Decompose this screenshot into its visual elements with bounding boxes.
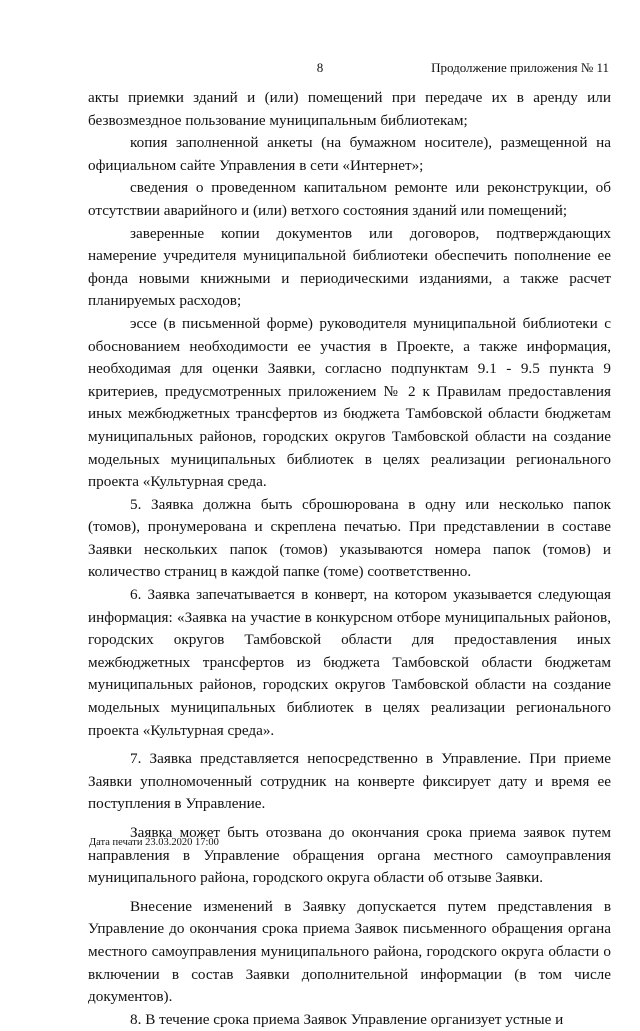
paragraph-amendments: Внесение изменений в Заявку допускается путем представления в Управление до окончания срока приема Заявок письменного обращения органа местного самоуправления муниципального района, городского округа области о включении в состав Заявки дополнительной информации (в том числе документов). <box>88 897 611 1006</box>
paragraph-questionnaire-copy: копия заполненной анкеты (на бумажном носителе), размещенной на официальном сайте Управления в сети «Интернет»; <box>88 134 611 174</box>
paragraph-item-8: 8. В течение срока приема Заявок Управление организует устные и <box>130 1010 564 1028</box>
paragraph-withdrawal: Заявка может быть отозвана до окончания срока приема заявок путем направления в Управление обращения органа местного самоуправления муниципального района, городского округа области об отзыве Заявки. <box>88 824 611 887</box>
paragraph-item-6: 6. Заявка запечатывается в конверт, на котором указывается следующая информация: «Заявка на участие в конкурсном отборе муниципальных районов, городских округов Тамбовской области для предоставления иных межбюджетных трансфертов из бюджета Тамбовской области бюджетам муниципальных районов, городских округов Тамбовской области на создание модельных муниципальных библиотек в целях реализации регионального проекта «Культурная среда». <box>88 586 611 739</box>
paragraph-item-7: 7. Заявка представляется непосредственно в Управление. При приеме Заявки уполномоченный сотрудник на конверте фиксирует дату и время ее поступления в Управление. <box>88 750 611 813</box>
print-date: Дата печати 23.03.2020 17:00 <box>89 837 219 848</box>
paragraph-certified-copies: заверенные копии документов или договоров, подтверждающих намерение учредителя муниципальной библиотеки обеспечить пополнение ее фонда новыми книжными и периодическими изданиями, а также расчет планируемых расходов; <box>88 224 611 310</box>
paragraph-item-5: 5. Заявка должна быть сброшюрована в одну или несколько папок (томов), пронумерована и скреплена печатью. При представлении в составе Заявки нескольких папок (томов) указываются номера папок (томов) и количество страниц в каждой папке (томе) соответственно. <box>88 495 611 581</box>
body-text <box>88 87 611 1031</box>
page-number: 8 <box>316 60 324 75</box>
paragraph-essay: эссе (в письменной форме) руководителя муниципальной библиотеки с обоснованием необходимости ее участия в Проекте, а также информация, необходимая для оценки Заявки, согласно подпунктам 9.1 - 9.5 пункта 9 критериев, предусмотренных приложением № 2 к Правилам предоставления иных межбюджетных трансфертов из бюджета Тамбовской области бюджетам муниципальных районов, городских округов Тамбовской области на создание модельных муниципальных библиотек в целях реализации регионального проекта «Культурная среда. <box>88 314 611 491</box>
paragraph-acts-of-acceptance: акты приемки зданий и (или) помещений при передаче их в аренду или безвозмездное пользование муниципальным библиотекам; <box>88 89 611 129</box>
running-head: Продолжение приложения № 11 <box>431 60 609 75</box>
paragraph-repair-info: сведения о проведенном капитальном ремонте или реконструкции, об отсутствии аварийного и (или) ветхого состояния зданий или помещений; <box>88 179 611 219</box>
